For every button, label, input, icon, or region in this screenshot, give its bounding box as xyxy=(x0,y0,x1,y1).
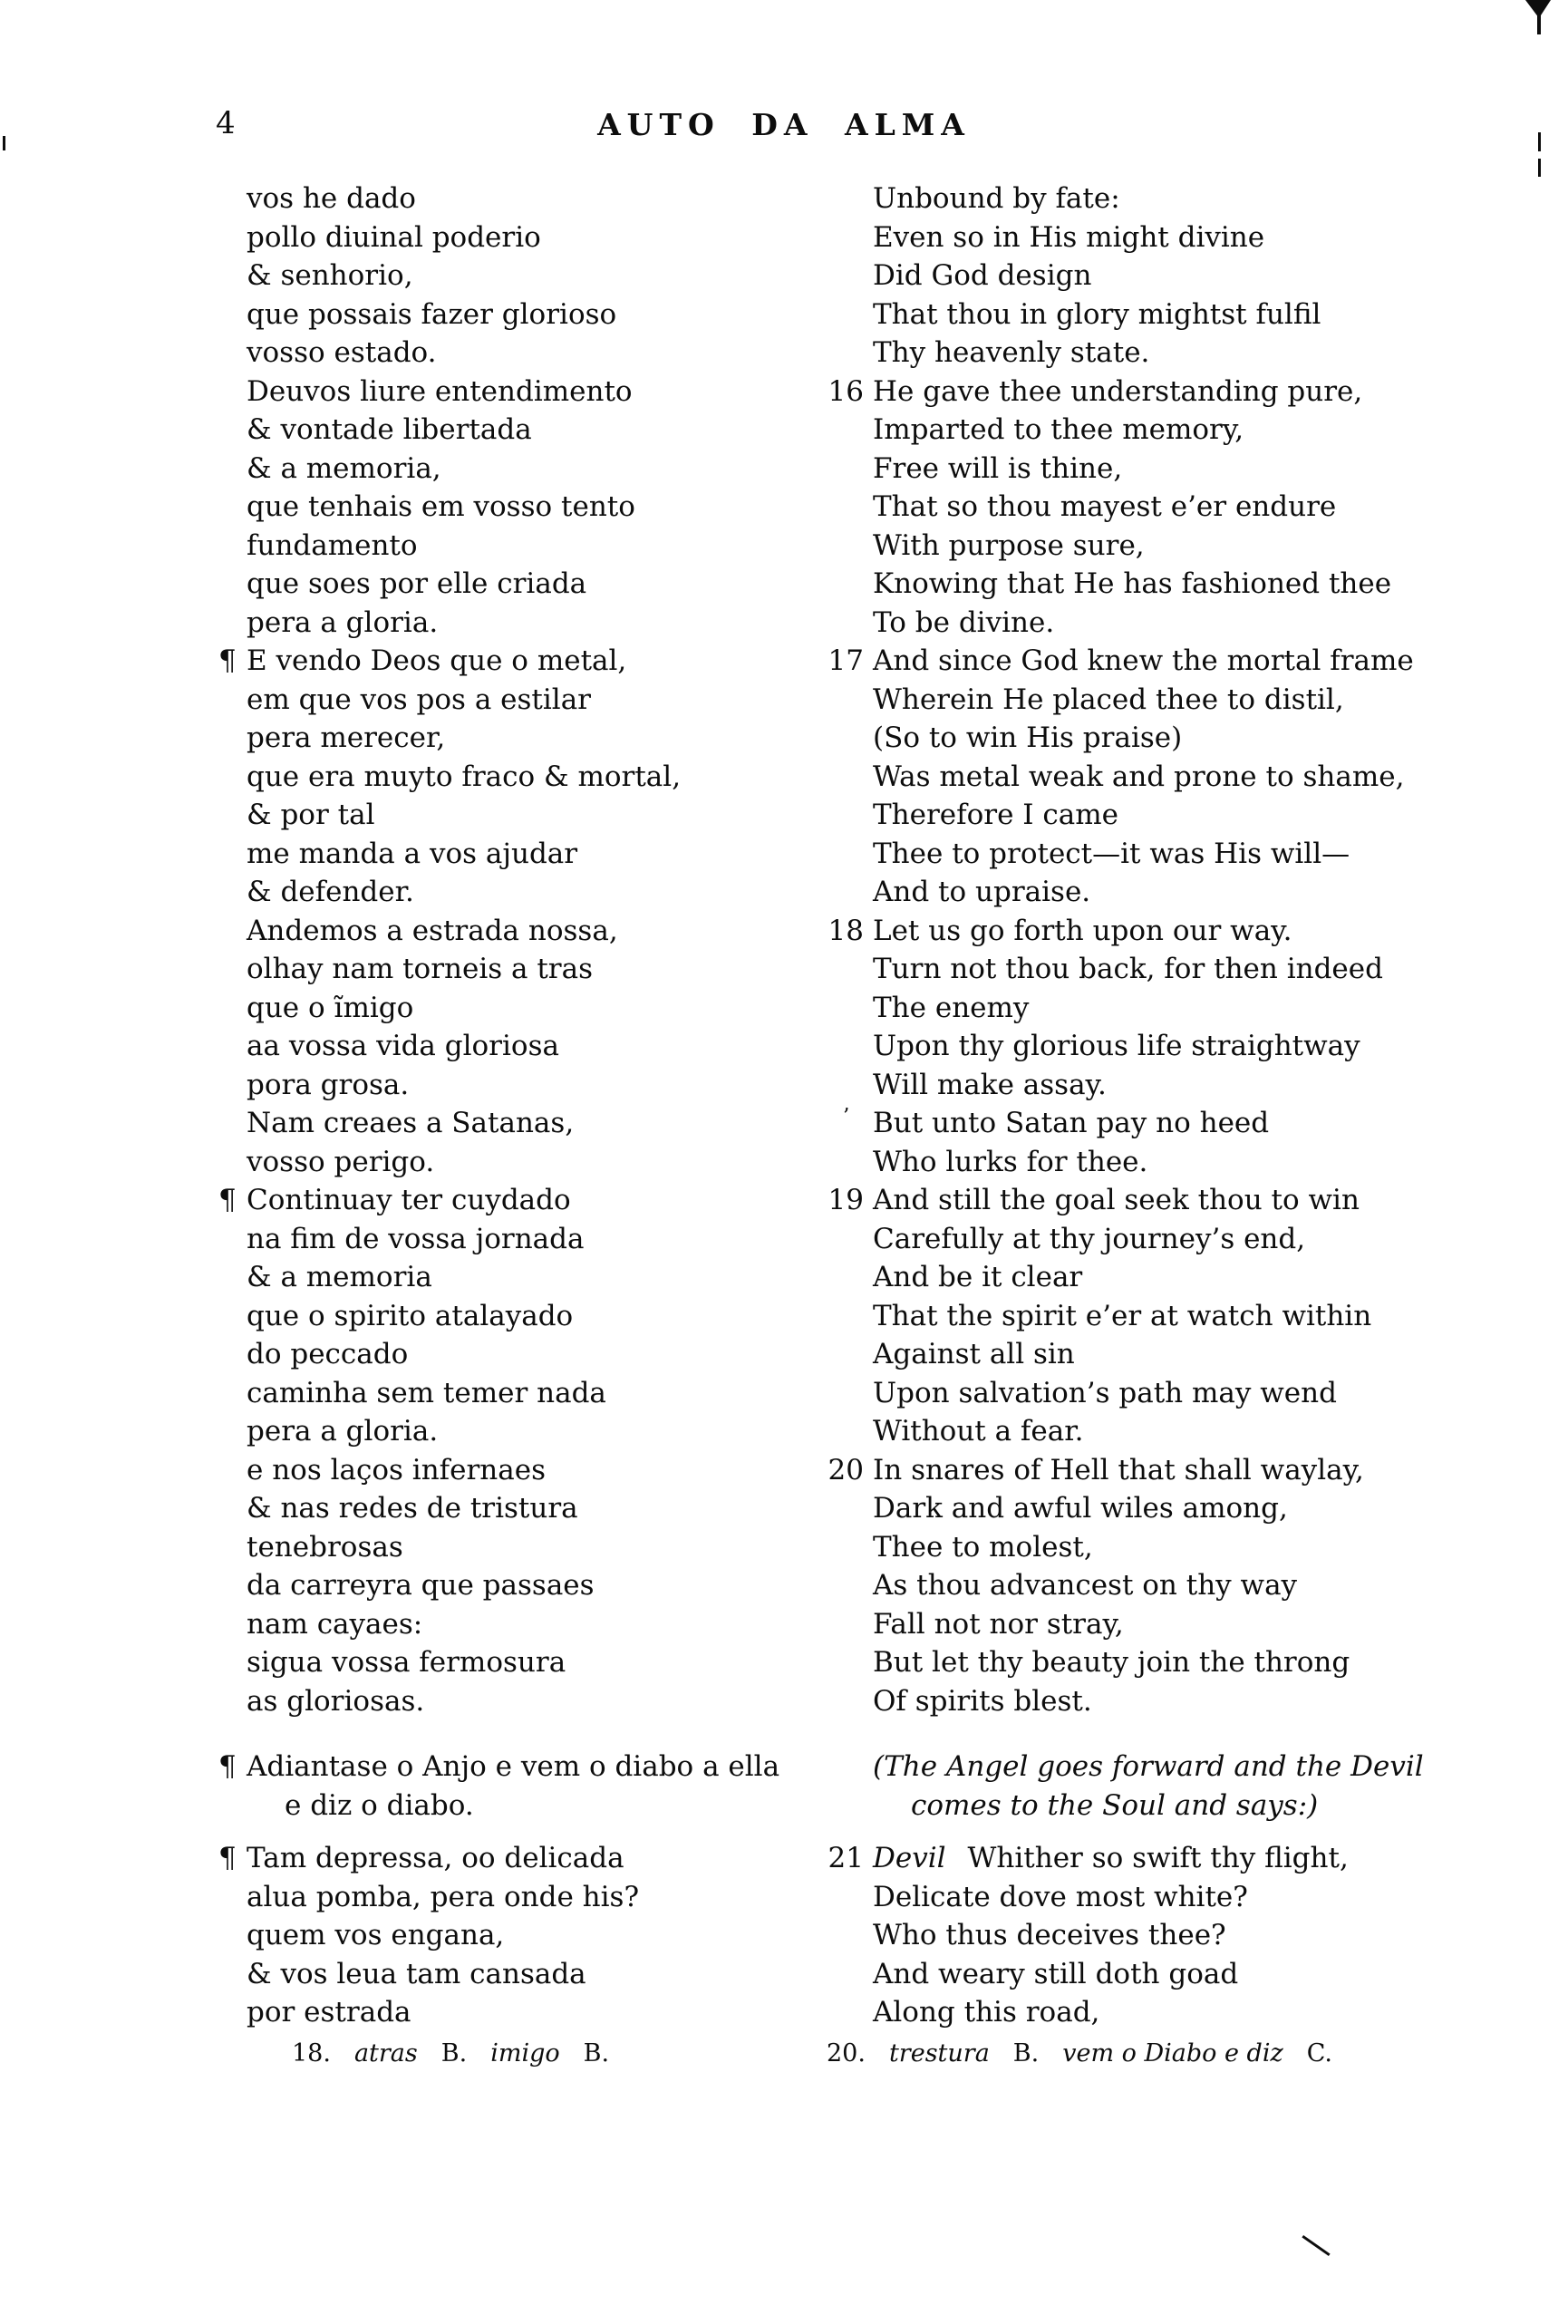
english-verse-line xyxy=(873,1566,1498,1605)
portuguese-verse-line xyxy=(247,1566,845,1605)
english-verse-line xyxy=(873,604,1498,643)
verse-text: To be divine. xyxy=(873,605,1055,639)
english-verse-line xyxy=(873,873,1498,912)
verse-text: But let thy beauty join the throng xyxy=(873,1646,1350,1679)
footnote-variant-reading: vem o Diabo e diz xyxy=(1062,2039,1283,2067)
portuguese-verse-line xyxy=(218,642,845,681)
verse-text: & a memoria xyxy=(247,1261,432,1293)
verse-text: Dark and awful wiles among, xyxy=(873,1492,1288,1525)
english-verse-line xyxy=(873,719,1498,758)
verse-text: Thee to molest, xyxy=(873,1530,1093,1564)
english-verse-line xyxy=(873,1066,1498,1105)
english-verse-line xyxy=(873,411,1498,450)
verse-text: Will make assay. xyxy=(873,1068,1107,1101)
portuguese-verse-line xyxy=(218,1839,845,1878)
verse-text: que era muyto fraco & mortal, xyxy=(247,760,682,793)
portuguese-verse-line xyxy=(247,1916,845,1955)
footnote-left xyxy=(292,2038,633,2070)
english-verse-line xyxy=(873,796,1498,835)
right-column-english-translation xyxy=(828,179,1498,2032)
english-verse-line xyxy=(873,1335,1498,1374)
portuguese-verse-line xyxy=(247,912,845,951)
english-verse-line xyxy=(873,179,1498,218)
margin-tick-mark: ’ xyxy=(843,1105,850,1128)
verse-text: Let us go forth upon our way. xyxy=(873,914,1292,947)
verse-text: Andemos a estrada nossa, xyxy=(247,914,618,947)
verse-text: comes to the Soul and says:) xyxy=(911,1788,1319,1822)
verse-text: Tam depressa, oo delicada xyxy=(247,1842,624,1874)
portuguese-verse-line xyxy=(218,1748,845,1787)
verse-text: que o ĩmigo xyxy=(247,991,414,1024)
page-number: 4 xyxy=(216,105,236,141)
verse-text: Knowing that He has fashioned thee xyxy=(873,567,1392,600)
english-verse-line xyxy=(873,527,1498,566)
pilcrow-mark: ¶ xyxy=(218,1842,237,1874)
english-verse-line xyxy=(873,1528,1498,1567)
verse-text: aa vossa vida gloriosa xyxy=(247,1030,559,1062)
verse-text: With purpose sure, xyxy=(873,528,1145,562)
stanza-number: 18 xyxy=(828,914,864,947)
english-verse-line xyxy=(873,488,1498,527)
verse-text: & defender. xyxy=(247,876,414,908)
verse-text: Thee to protect—it was His will— xyxy=(873,837,1350,870)
english-verse-line xyxy=(843,1104,1498,1143)
english-verse-line xyxy=(873,758,1498,797)
portuguese-verse-line xyxy=(247,1104,845,1143)
verse-text: pera merecer, xyxy=(247,721,446,754)
footnote-siglum: 20. xyxy=(827,2039,866,2067)
portuguese-verse-line xyxy=(247,295,845,334)
page-header-title: AUTO DA ALMA xyxy=(597,107,971,142)
verse-text: And weary still doth goad xyxy=(873,1957,1239,1990)
portuguese-verse-line xyxy=(247,950,845,989)
verse-text: Imparted to thee memory, xyxy=(873,413,1244,446)
pilcrow-mark: ¶ xyxy=(218,1184,237,1216)
footnote-right xyxy=(827,2038,1356,2070)
verse-text: que soes por elle criada xyxy=(247,567,587,600)
portuguese-verse-line xyxy=(247,1682,845,1721)
portuguese-verse-line xyxy=(247,1605,845,1644)
verse-text: E vendo Deos que o metal, xyxy=(247,644,627,677)
portuguese-verse-line xyxy=(247,1143,845,1182)
verse-text: que o spirito atalayado xyxy=(247,1299,574,1332)
stanza-number: 20 xyxy=(828,1453,864,1486)
verse-text: Delicate dove most white? xyxy=(873,1880,1248,1913)
speaker-label: Devil xyxy=(873,1842,946,1874)
verse-text: Therefore I came xyxy=(873,799,1118,831)
verse-text: Continuay ter cuydado xyxy=(247,1184,571,1216)
footnotes-row xyxy=(0,2038,1568,2077)
english-verse-line xyxy=(873,681,1498,720)
stanza-number: 19 xyxy=(828,1184,864,1216)
verse-text: & por tal xyxy=(247,799,375,831)
verse-text: na fim de vossa jornada xyxy=(247,1222,585,1255)
ink-bar-right-margin-lower xyxy=(1538,159,1541,177)
english-verse-line xyxy=(873,1682,1498,1721)
stanza-number: 17 xyxy=(828,644,864,677)
verse-text: vos he dado xyxy=(247,182,416,215)
english-verse-line xyxy=(873,450,1498,489)
english-verse-line xyxy=(873,1143,1498,1182)
verse-text: Unbound by fate: xyxy=(873,182,1120,215)
portuguese-verse-line xyxy=(247,218,845,257)
verse-text: e diz o diabo. xyxy=(285,1788,474,1822)
portuguese-verse-line xyxy=(247,1335,845,1374)
english-verse-line xyxy=(873,1220,1498,1259)
verse-text: em que vos pos a estilar xyxy=(247,683,591,716)
english-verse-line xyxy=(873,1787,1498,1825)
verse-text: And since God knew the mortal frame xyxy=(873,644,1414,677)
english-verse-line xyxy=(873,1955,1498,1994)
portuguese-verse-line xyxy=(247,488,845,527)
portuguese-verse-line xyxy=(247,1297,845,1336)
verse-text: nam cayaes: xyxy=(247,1607,423,1641)
verse-text: Upon thy glorious life straightway xyxy=(873,1030,1360,1062)
verse-text: que tenhais em vosso tento xyxy=(247,490,635,523)
portuguese-verse-line xyxy=(247,565,845,604)
english-verse-line xyxy=(873,334,1498,373)
english-verse-line xyxy=(828,373,1498,412)
portuguese-verse-line xyxy=(247,681,845,720)
portuguese-verse-line xyxy=(247,257,845,295)
portuguese-verse-line xyxy=(247,1489,845,1528)
verse-text: vosso estado. xyxy=(247,336,437,369)
verse-text: Against all sin xyxy=(873,1338,1075,1370)
footnote-variant-reading: imigo xyxy=(490,2039,560,2067)
portuguese-verse-line xyxy=(247,796,845,835)
verse-text: And to upraise. xyxy=(873,876,1091,908)
portuguese-verse-line xyxy=(247,1258,845,1297)
portuguese-verse-line xyxy=(247,604,845,643)
portuguese-verse-line xyxy=(247,527,845,566)
portuguese-verse-line xyxy=(247,1066,845,1105)
english-verse-line xyxy=(828,642,1498,681)
verse-text: The enemy xyxy=(873,991,1030,1024)
verse-text: Who thus deceives thee? xyxy=(873,1919,1226,1951)
verse-text: pera a gloria. xyxy=(247,1415,439,1448)
portuguese-verse-line xyxy=(247,1374,845,1413)
verse-text: Thy heavenly state. xyxy=(873,336,1150,369)
english-verse-line xyxy=(873,1412,1498,1451)
verse-text: & vos leua tam cansada xyxy=(247,1957,586,1990)
english-verse-line xyxy=(828,1181,1498,1220)
english-verse-line xyxy=(828,1839,1498,1878)
verse-text: Along this road, xyxy=(873,1996,1100,2029)
portuguese-verse-line xyxy=(247,1643,845,1682)
english-verse-line xyxy=(873,950,1498,989)
portuguese-verse-line xyxy=(247,179,845,218)
verse-text: Nam creaes a Satanas, xyxy=(247,1107,575,1139)
portuguese-verse-line xyxy=(247,1528,845,1567)
portuguese-verse-line xyxy=(247,1993,845,2032)
verse-text: as gloriosas. xyxy=(247,1684,425,1718)
verse-text: fundamento xyxy=(247,528,418,562)
portuguese-verse-line xyxy=(247,1027,845,1066)
portuguese-verse-line xyxy=(247,835,845,874)
portuguese-verse-line xyxy=(247,1412,845,1451)
english-verse-line xyxy=(873,1993,1498,2032)
verse-text: do peccado xyxy=(247,1338,409,1370)
english-verse-line xyxy=(873,1027,1498,1066)
verse-text: & vontade libertada xyxy=(247,413,532,446)
english-verse-line xyxy=(873,1916,1498,1955)
stray-stroke-bottom-right xyxy=(1302,2235,1330,2256)
verse-text: That the spirit e’er at watch within xyxy=(873,1299,1372,1332)
verse-text: Wherein He placed thee to distil, xyxy=(873,683,1344,716)
verse-text: que possais fazer glorioso xyxy=(247,297,617,331)
verse-text: Even so in His might divine xyxy=(873,220,1265,254)
verse-text: Whither so swift thy flight, xyxy=(967,1842,1349,1874)
pilcrow-mark: ¶ xyxy=(218,1750,237,1783)
english-verse-line xyxy=(828,1451,1498,1490)
portuguese-verse-line xyxy=(218,1181,845,1220)
portuguese-verse-line xyxy=(247,1955,845,1994)
portuguese-verse-line xyxy=(247,450,845,489)
portuguese-verse-line xyxy=(247,1451,845,1490)
verse-text: quem vos engana, xyxy=(247,1919,505,1951)
verse-text: He gave thee understanding pure, xyxy=(873,374,1363,408)
portuguese-verse-line xyxy=(247,1878,845,1917)
verse-text: Who lurks for thee. xyxy=(873,1145,1148,1178)
pilcrow-mark: ¶ xyxy=(218,644,237,677)
portuguese-verse-line xyxy=(247,373,845,412)
verse-text: Carefully at thy journey’s end, xyxy=(873,1222,1306,1255)
verse-text: Turn not thou back, for then indeed xyxy=(873,953,1383,985)
verse-text: And be it clear xyxy=(873,1261,1083,1293)
portuguese-verse-line xyxy=(247,1787,845,1825)
verse-text: Adiantase o Anjo e vem o diabo a ella xyxy=(247,1750,780,1783)
portuguese-verse-line xyxy=(247,1220,845,1259)
footnote-siglum: 18. xyxy=(292,2039,331,2067)
stanza-number: 21 xyxy=(828,1842,864,1874)
verse-text: & senhorio, xyxy=(247,259,413,292)
portuguese-verse-line xyxy=(247,719,845,758)
verse-text: pollo diuinal poderio xyxy=(247,220,541,254)
english-verse-line xyxy=(873,565,1498,604)
verse-text: And still the goal seek thou to win xyxy=(873,1184,1360,1216)
torn-edge-mark-top-right-icon xyxy=(1523,0,1559,44)
verse-text: Without a fear. xyxy=(873,1415,1084,1448)
verse-text: Did God design xyxy=(873,259,1092,292)
english-verse-line xyxy=(873,1748,1498,1787)
verse-text: Of spirits blest. xyxy=(873,1684,1092,1718)
verse-text: In snares of Hell that shall waylay, xyxy=(873,1453,1364,1486)
verse-text: Free will is thine, xyxy=(873,451,1123,485)
verse-text: e nos laços infernaes xyxy=(247,1453,546,1486)
footnote-variant-reading: trestura xyxy=(888,2039,990,2067)
english-verse-line xyxy=(873,1878,1498,1917)
verse-text: por estrada xyxy=(247,1996,411,2029)
verse-text: As thou advancest on thy way xyxy=(873,1569,1298,1602)
verse-text: Upon salvation’s path may wend xyxy=(873,1376,1337,1409)
verse-text: pera a gloria. xyxy=(247,605,439,639)
verse-text: That so thou mayest e’er endure xyxy=(873,490,1337,523)
verse-text: caminha sem temer nada xyxy=(247,1376,606,1409)
footnote-siglum: B. xyxy=(583,2039,610,2067)
english-verse-line xyxy=(873,1605,1498,1644)
verse-text: sigua vossa fermosura xyxy=(247,1646,566,1679)
verse-text: Was metal weak and prone to shame, xyxy=(873,760,1405,793)
footnote-siglum: B. xyxy=(1012,2039,1040,2067)
english-verse-line xyxy=(873,1258,1498,1297)
verse-text: tenebrosas xyxy=(247,1530,403,1564)
stanza-number: 16 xyxy=(828,374,864,408)
verse-text: & a memoria, xyxy=(247,451,441,485)
portuguese-verse-line xyxy=(247,334,845,373)
english-verse-line xyxy=(828,912,1498,951)
portuguese-verse-line xyxy=(247,989,845,1028)
footnote-siglum: C. xyxy=(1306,2039,1332,2067)
portuguese-verse-line xyxy=(247,873,845,912)
verse-text: & nas redes de tristura xyxy=(247,1492,578,1525)
english-verse-line xyxy=(873,218,1498,257)
english-verse-line xyxy=(873,257,1498,295)
portuguese-verse-line xyxy=(247,411,845,450)
portuguese-verse-line xyxy=(247,758,845,797)
verse-text: alua pomba, pera onde his? xyxy=(247,1880,640,1913)
verse-text: olhay nam torneis a tras xyxy=(247,953,594,985)
footnote-siglum: B. xyxy=(440,2039,468,2067)
left-column-portuguese-text xyxy=(218,179,845,2032)
english-verse-line xyxy=(873,1297,1498,1336)
footnote-variant-reading: atras xyxy=(353,2039,418,2067)
english-verse-line xyxy=(873,835,1498,874)
english-verse-line xyxy=(873,989,1498,1028)
english-verse-line xyxy=(873,1643,1498,1682)
verse-text: Deuvos liure entendimento xyxy=(247,374,633,408)
verse-text: da carreyra que passaes xyxy=(247,1569,595,1602)
english-verse-line xyxy=(873,295,1498,334)
verse-text: pora grosa. xyxy=(247,1068,410,1101)
verse-text: But unto Satan pay no heed xyxy=(873,1107,1270,1139)
verse-text: vosso perigo. xyxy=(247,1145,435,1178)
verse-text: Fall not nor stray, xyxy=(873,1607,1124,1641)
verse-text: (The Angel goes forward and the Devil xyxy=(873,1750,1424,1783)
english-verse-line xyxy=(873,1489,1498,1528)
verse-text: That thou in glory mightst fulfil xyxy=(873,297,1321,331)
english-verse-line xyxy=(873,1374,1498,1413)
verse-text: (So to win His praise) xyxy=(873,721,1183,754)
verse-text: me manda a vos ajudar xyxy=(247,837,578,870)
